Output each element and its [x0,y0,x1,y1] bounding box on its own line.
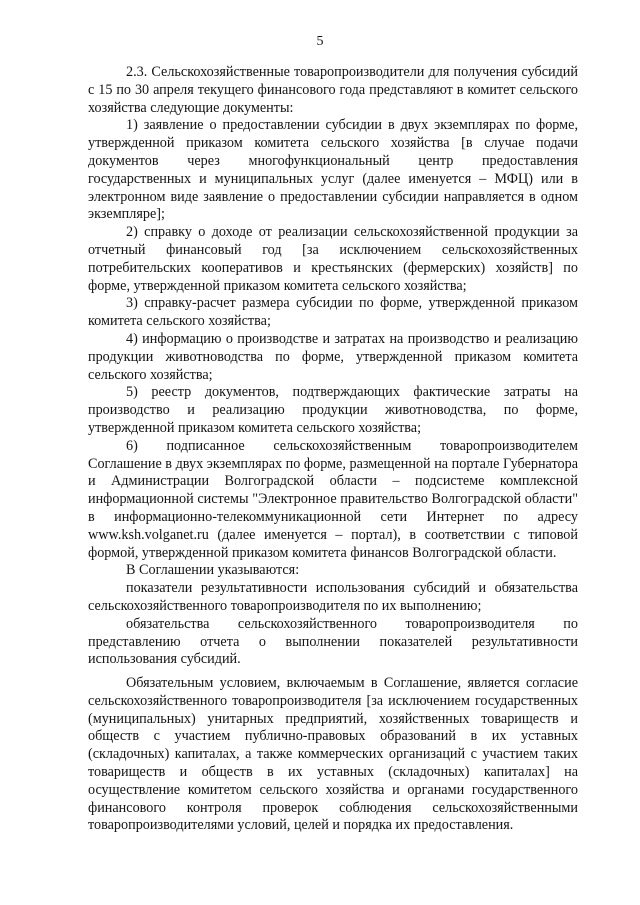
page-number: 5 [316,34,324,49]
agreement-obligations: обязательства сельскохозяйственного товаропроизводителя по представлению отчета о выполнении показателей результативности использования субсидий. [88,615,578,668]
list-item-3-subsidy-calculation: 3) справку-расчет размера субсидии по форме, утвержденной приказом комитета сельского хозяйства; [88,295,578,330]
list-item-4-production-info: 4) информацию о производстве и затратах на производство и реализацию продукции животноводства по форме, утвержденной приказом комитета сельского хозяйства; [88,330,578,383]
agreement-contents-heading: В Соглашении указываются: [126,562,300,579]
mandatory-condition-paragraph: Обязательным условием, включаемым в Соглашение, является согласие сельскохозяйственного товаропроизводителя [за исключением государственных (муниципальных) унитарных предприятий, хозяйственных товариществ и обществ с участием публично-правовых образований в их уставных (складочных) капиталах, а также коммерческих организаций с участием таких товариществ и обществ в их уставных (складочных) капиталах] на осуществление комитетом сельского хозяйства и органами государственного финансового контроля проверок соблюдения сельскохозяйственными товаропроизводителями условий, целей и порядка их предоставления. [88,675,578,834]
document-body [88,64,578,835]
paragraph-2-3-intro: 2.3. Сельскохозяйственные товаропроизводители для получения субсидий с 15 по 30 апреля текущего финансового года представляют в комитет сельского хозяйства следующие документы: [88,64,578,116]
list-item-5-documents-registry: 5) реестр документов, подтверждающих фактические затраты на производство и реализацию продукции животноводства, по форме, утвержденной приказом комитета сельского хозяйства; [88,384,578,436]
list-item-2-income-certificate: 2) справку о доходе от реализации сельскохозяйственной продукции за отчетный финансовый год [за исключением сельскохозяйственных потребительских кооперативов и крестьянских (фермерских) хозяйств] по форме, утвержденной приказом комитета сельского хозяйства; [88,224,578,294]
list-item-6-signed-agreement: 6) подписанное сельскохозяйственным товаропроизводителем Соглашение в двух экземплярах по форме, размещенной на портале Губернатора и Администрации Волгоградской области – подсистеме комплексной информационной системы "Электронное правительство Волгоградской области" в информационно-телекоммуникационной сети Интернет по адресу www.ksh.volganet.ru (далее именуется – портал), в соответствии с типовой формой, утвержденной приказом комитета финансов Волгоградской области. [88,437,578,561]
list-item-1-application: 1) заявление о предоставлении субсидии в двух экземплярах по форме, утвержденной приказом комитета сельского хозяйства [в случае подачи документов через многофункциональный центр предоставления государственных и муниципальных услуг (далее именуется – МФЦ) или в электронном виде заявление о предоставлении субсидии направляется в одном экземпляре]; [88,117,578,223]
agreement-indicators: показатели результативности использования субсидий и обязательства сельскохозяйственного товаропроизводителя по их выполнению; [88,580,578,614]
